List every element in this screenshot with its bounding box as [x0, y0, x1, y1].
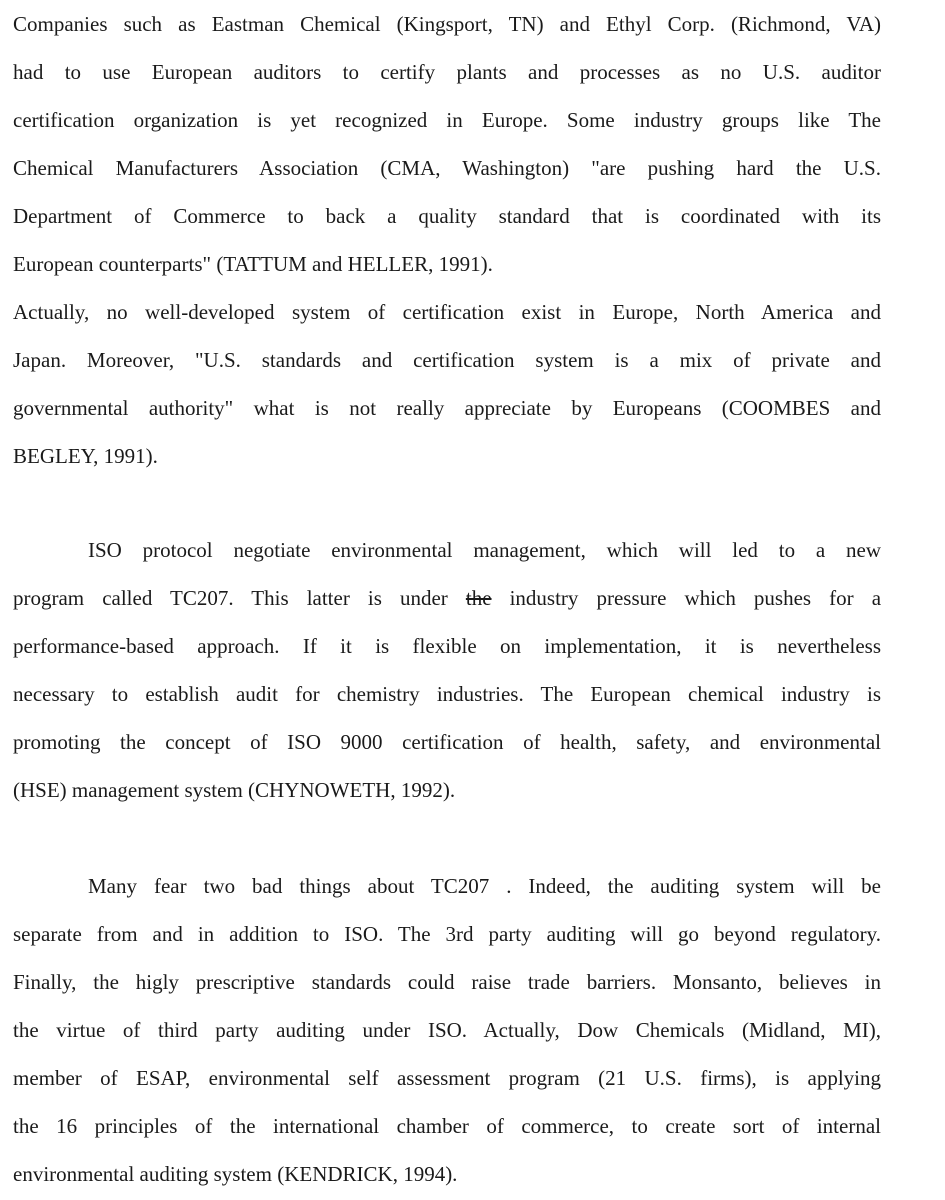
text-line: Companies such as Eastman Chemical (Kingsport, TN) and Ethyl Corp. (Richmond, VA): [13, 12, 881, 36]
text-line: European counterparts" (TATTUM and HELLER, 1991).: [13, 252, 493, 276]
text-line: BEGLEY, 1991).: [13, 444, 158, 468]
text-line: member of ESAP, environmental self assessment program (21 U.S. firms), is applying: [13, 1066, 881, 1090]
text-line: the virtue of third party auditing under ISO. Actually, Dow Chemicals (Midland, MI),: [13, 1018, 881, 1042]
text-line: Department of Commerce to back a quality standard that is coordinated with its: [13, 204, 881, 228]
text-segment: program called TC207. This latter is under: [13, 586, 448, 610]
paragraph-certification-systems: [13, 288, 881, 480]
text-line: certification organization is yet recognized in Europe. Some industry groups like The: [13, 108, 881, 132]
text-segment: industry pressure which pushes for a: [509, 586, 882, 610]
text-line: Actually, no well-developed system of certification exist in Europe, North America and: [13, 300, 881, 324]
text-line: performance-based approach. If it is flexible on implementation, it is nevertheless: [13, 634, 881, 658]
text-line: promoting the concept of ISO 9000 certification of health, safety, and environmental: [13, 730, 881, 754]
text-line: Chemical Manufacturers Association (CMA, Washington) "are pushing hard the U.S.: [13, 156, 881, 180]
text-line: separate from and in addition to ISO. The 3rd party auditing will go beyond regulatory.: [13, 922, 881, 946]
paragraph-iso-protocol: [13, 526, 881, 814]
paragraph-tc207-concerns: [13, 862, 881, 1198]
text-line: the 16 principles of the international chamber of commerce, to create sort of internal: [13, 1114, 881, 1138]
paragraph-eastman-ethyl: [13, 0, 881, 288]
text-line: (HSE) management system (CHYNOWETH, 1992).: [13, 778, 456, 802]
text-line: environmental auditing system (KENDRICK, 1994).: [13, 1162, 458, 1186]
struck-word: the: [465, 586, 492, 610]
text-line: [13, 574, 881, 622]
text-line: governmental authority" what is not really appreciate by Europeans (COOMBES and: [13, 396, 881, 420]
text-line: Finally, the higly prescriptive standards could raise trade barriers. Monsanto, believes in: [13, 970, 881, 994]
text-line: necessary to establish audit for chemistry industries. The European chemical industry is: [13, 682, 881, 706]
text-line: Japan. Moreover, "U.S. standards and certification system is a mix of private and: [13, 348, 881, 372]
text-line: ISO protocol negotiate environmental management, which will led to a new: [88, 538, 881, 562]
text-line: had to use European auditors to certify plants and processes as no U.S. auditor: [13, 60, 881, 84]
text-line: Many fear two bad things about TC207 . Indeed, the auditing system will be: [88, 874, 881, 898]
